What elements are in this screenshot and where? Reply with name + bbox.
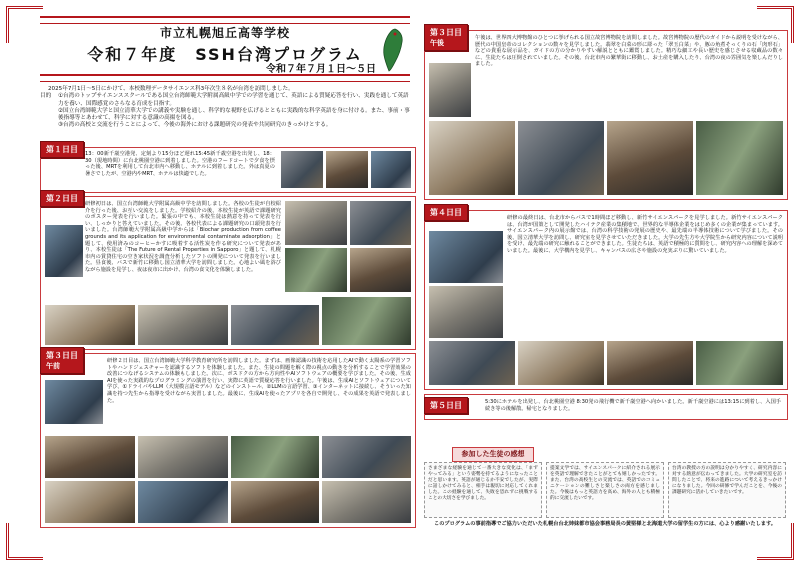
day2-badge: 第２日目 [40,190,84,207]
day4-photo [607,341,693,385]
school-name: 市立札幌旭丘高等学校 [159,26,290,40]
objective-item: ③台湾の高校と交流を行うことによって、今後の海外における課題研究の発表や共同研究のきっかけとする。 [58,122,332,129]
day5-text: 5:30にホテルを出発し、台北桃園空港 8:30発の飛行機で新千歳空港へ向かいました。新千歳空港には13:15に到着し、入国手続き等の後解散。帰宅となりました。 [485,399,781,412]
day4-text: 研修の最終日は、台北市からバスで1時間ほど移動し、新竹サイエンスパークを見学しました。新竹サイエンスパークは、台湾が国策として開発したハイテク産業の集積地で、世界的な半導体企業をはじめ多くの企業が集まっています。サイエンスパーク内の展示館では、台湾の科学技術の発展の歴史や、最先端の半導体技術について学びました。その後、国立清華大学を訪問し、研究室を見学させていただきました。大学の先生方や大学院生から研究内容について説明を受け、最先端の研究に触れることができました。生徒たちは、英語で積極的に質問をし、研究内容への理解を深めていました。最後に、大学構内を見学し、キャンパスの広さや施設の充実ぶりに驚いていました。 [507,215,783,254]
day3-am-badge-sub: 午前 [46,362,60,370]
day2-photo [45,305,135,345]
day4-photo [429,231,503,283]
day2-photo [350,248,411,292]
day3-am-photo [45,481,135,523]
day1-photo [371,151,411,188]
day3-am-photo [322,436,411,478]
day4-panel [424,210,788,390]
day2-photo [285,201,347,245]
day4-photo [429,341,515,385]
intro-section [40,86,414,130]
feedback-item: さまざまな経験を通じて一番大きな変化は、「まずやってみる」という姿勢を持てるようになったことだと思います。英語が通じるか不安でしたが、実際に話しかけてみると、相手は親切に対応してくれました。この経験を通して、失敗を恐れずに挑戦することの大切さを学びました。 [424,462,542,518]
day2-text: 研修初日は、国立台湾師範大学附属高級中学を訪問しました。各校の生徒が自校紹介を行った後、お互い交流をしました。学校紹介の後、本校生徒が英語で課題研究のポスター発表を行いました。緊張の中でも、本校生徒は熱意を持って発表を行い、しっかりと答えていました。その後、各校代表による課題研究の口頭発表を行いました。台湾師範大学附属高級中学からは「Biochar production from coffee grounds and its application for environmental contaminate adsorption」と題して、使用済みのコーヒーかすに吸着する活性炭を作る研究について発表があり、本校生徒は「The Future of Rental Properties in Sapporo」と題して、札幌市内の賃貸住宅の空き家状況を調査分析したソフトの開発について発表を行いました。昼食後、バスで新竹に移動し国立清華大学を訪問しました。心地よい風を浴びながら施設を見学し、夜は夜市に出かけ、台湾の食文化を体験しました。 [85,201,281,273]
page-title: 令和７年度 SSH台湾プログラム [87,45,363,64]
day3-pm-badge [424,24,468,51]
day1-panel [40,147,416,193]
acknowledgement-footer: このプログラムの事前指導でご協力いただいた札幌台台北姉妹都市協会事務局長の黄堅様と北海道大学の留学生の方には、心より感謝いたします。 [434,521,776,527]
corner-ornament [757,523,794,560]
day3-pm-photo [607,121,693,195]
day3-am-photo [231,481,319,523]
program-date: 令和７年７月１日～５日 [266,64,376,75]
day4-badge: 第４日目 [424,204,468,221]
objective-item: ②国立台湾師範大学と国立清華大学での講義や実験を通し、科学的な視野を広げるとともに実践的な科学英語を身に付ける。また、事前・事後指導等とあわせて、科学に対する意識の高揚を図る。 [58,107,410,122]
day3-pm-badge-label: 第３日目 [430,28,462,37]
intro-lead: 2025年7月1日～5日にかけて、本校数理データサイエンス科3年次生８名が台湾を訪問しました。 [48,86,294,92]
day5-badge: 第５日目 [424,397,468,414]
day3-am-photo [322,481,411,523]
day3-pm-photo [429,121,515,195]
objective-item: ①台湾のトップサイエンススクールである国立台湾師範大学附属高級中学での学習を通じて、英語による質疑応答を行い、実践を通して英語力を養い、国際感覚のさらなる育成を目指す。 [58,93,409,107]
day4-photo [518,341,604,385]
day3-am-text: 研修２日目は、国立台湾師範大学科学教育研究所を訪問しました。まずは、画像認識の技術を応用したAIで動く太陽系の学習ソフトやハンドジェスチャーを認識するソフトを体験しました。また、生徒の問題を解く際の視点の動きを分析することで学習効果の改善につなげるシステムの体験もしました。次に、ボスドクの方から方向性やAIソフトウェアの概要を学びました。その後、生成AIを使った実践的なプログラミングの演習を行い、実際に英語で質疑応答を行いました。午後は、生成AIとソフトウェアについて学び、①ドライバやLLM（大規模言語モデル）などのインストール、②LLMの言語学習、③インターネットに接続し、そういった知識を持つ先生から指導を受けながら実習しました。最後に、生成AIを使ったアプリを各自で開発し、その成果を英語で発表しました。 [107,358,411,404]
feedback-title: 参加した生徒の感想 [452,447,534,462]
day2-photo [322,297,411,345]
taiwan-map-icon [380,28,406,72]
day3-pm-photo [696,121,783,195]
day2-panel [40,196,416,350]
header-rule [40,74,410,82]
day1-badge: 第１日目 [40,141,84,158]
day1-text: 13：00新千歳空港発、定刻より15分ほど遅れ15:45新千歳空港を出発し、18：30（現地時間）に台北桃園空港に到着しました。空港のフードコートで夕食を摂った後、MRTを利用して台北市内へ移動し、ホテルに到着しました。外は真夏の暑さでしたが、空港内やMRT、ホテルは快適でした。 [85,151,275,177]
objective-label: 目的 [40,93,52,100]
day3-pm-photo [429,63,471,117]
header-rule [40,16,410,24]
day2-photo [45,225,83,277]
day5-panel [424,394,788,420]
corner-ornament [6,523,43,560]
day2-photo [285,248,347,292]
day3-pm-panel [424,30,788,200]
day2-photo [350,201,411,245]
feedback-item: 提案文学では、サイエンスパークに紹介される展示を英語で理解できたことがとても嬉しかったです。また、台湾の高校生との交流では、英語でのコミュニケーションの難しさと楽しさの両方を感じました。今後はもっと英語力を高め、海外の人とも積極的に交流したいです。 [546,462,664,518]
day3-am-badge [40,347,84,374]
day1-photo [281,151,323,188]
corner-ornament [6,6,43,43]
day3-pm-text: 午後は、世界四大博物館のひとつに挙げられる国立故宮博物院を訪問しました。故宮博物院の歴代のガイドから説明を受けながら、歴代の中国皇帝のコレクションの数々を見学しました。翡翠を白菜の形に彫った「翠玉白菜」や、豚の角煮そっくりの石「肉形石」などの貴重な展示品を、ガイドの方の分かりやすい解説とともに鑑賞しました。精巧な細工や長い歴史を感じさせる収蔵品の数々に、生徒たちは圧倒されていました。その後、台北市内の繁華街に移動し、お土産を購入したり、台湾の夜の雰囲気を楽しんだりしました。 [475,35,783,68]
objectives [40,93,414,129]
day3-am-photo [231,436,319,478]
day3-am-photo [45,380,103,424]
day4-photo [429,286,503,338]
day3-am-photo [45,436,135,478]
day1-photo [326,151,368,188]
day3-am-badge-label: 第３日目 [46,351,78,360]
day3-am-photo [138,436,228,478]
page-header [40,14,410,82]
day3-am-photo [138,481,228,523]
day4-photo [696,341,783,385]
day2-photo [138,305,228,345]
day3-pm-photo [518,121,604,195]
day3-pm-badge-sub: 午後 [430,39,444,47]
day2-photo [231,305,319,345]
feedback-item: 台湾の教授の方の説明は分かりやすく、研究内容に対する熱意が伝わってきました。大学の研究室を訪問したことで、将来の進路について考えるきっかけになりました。今回の研修で学んだことを、今後の課題研究に活かしていきたいです。 [668,462,786,518]
day3-am-panel [40,353,416,528]
